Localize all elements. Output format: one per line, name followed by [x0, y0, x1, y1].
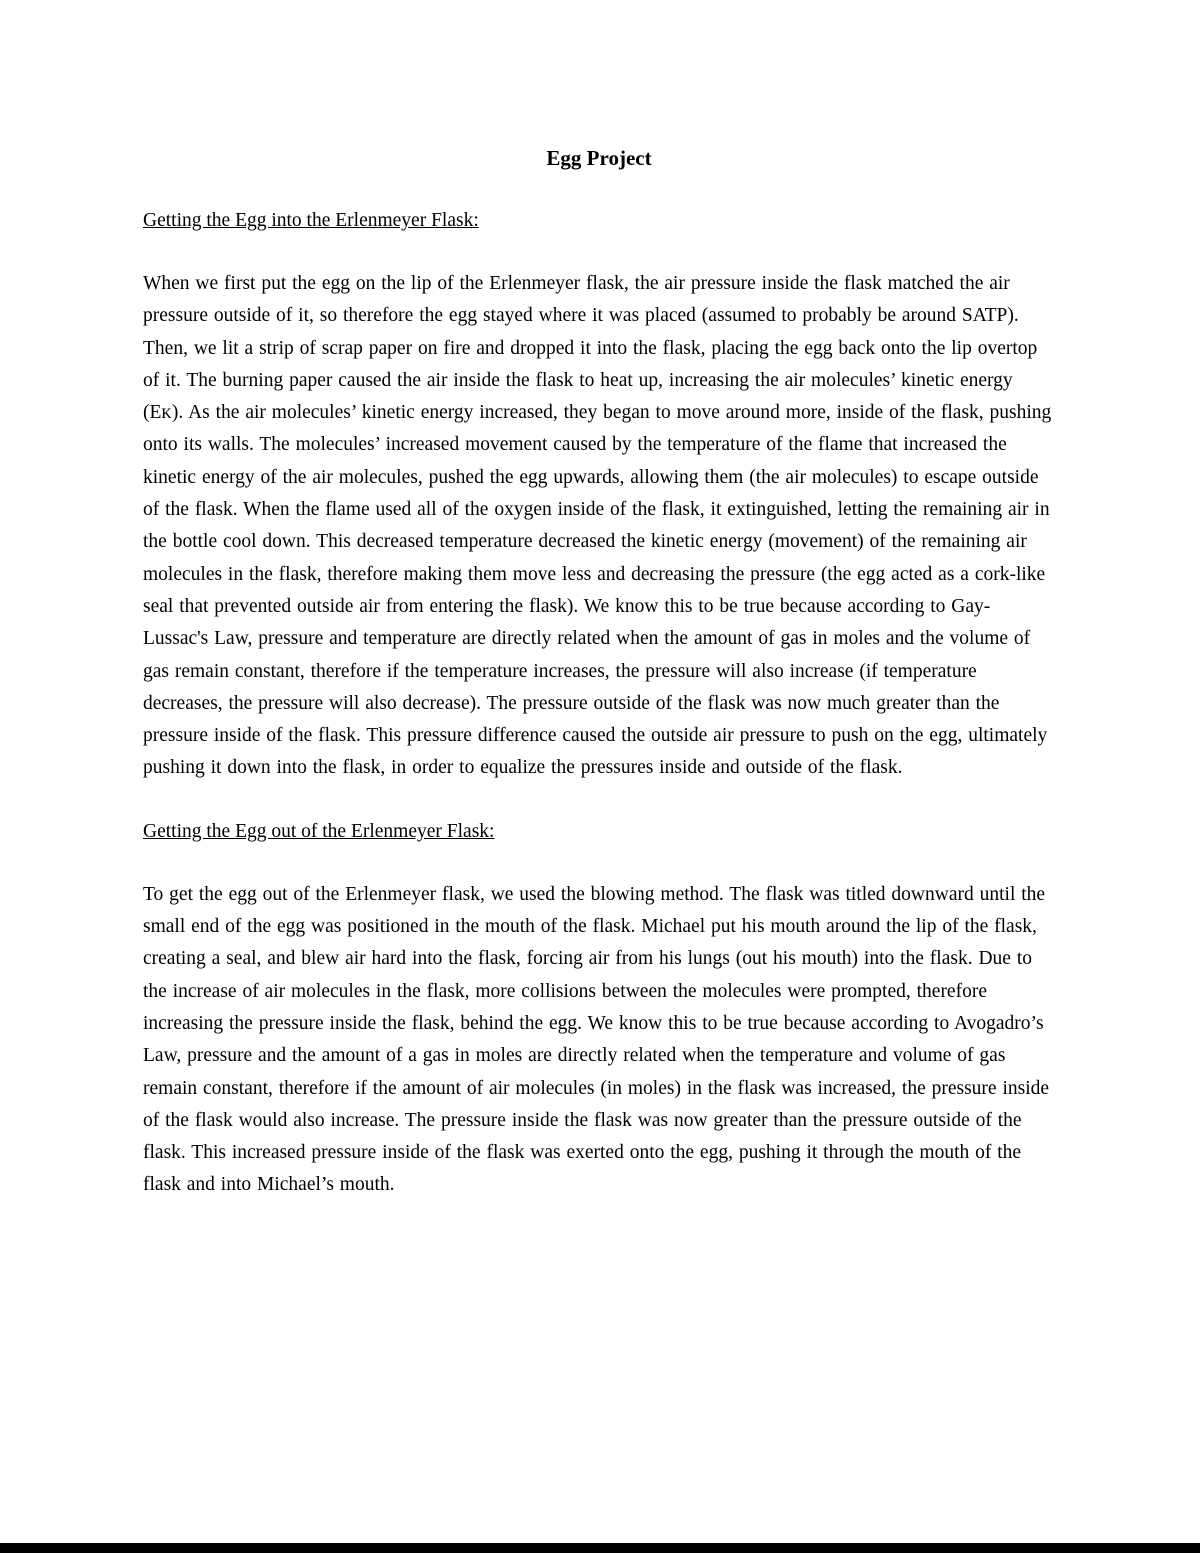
section-body-out-of-flask: To get the egg out of the Erlenmeyer flask, we used the blowing method. The flask was titled downward until the small end of the egg was positioned in the mouth of the flask. Michael put his mouth around the lip of the flask, creating a seal, and blew air hard into the flask, forcing air from his lungs (out his mouth) into the flask. Due to the increase of air molecules in the flask, more collisions between the molecules were prompted, therefore increasing the pressure inside the flask, behind the egg. We know this to be true because according to Avogadro’s Law, pressure and the amount of a gas in moles are directly related when the temperature and volume of gas remain constant, therefore if the amount of air molecules (in moles) in the flask was increased, the pressure inside of the flask would also increase. The pressure inside the flask was now greater than the pressure outside of the flask. This increased pressure inside of the flask was exerted onto the egg, pushing it through the mouth of the flask and into Michael’s mouth. [143, 883, 1050, 1196]
bottom-black-bar [0, 1543, 1200, 1553]
section-egg-out-of-flask [143, 816, 1055, 1202]
section-egg-into-flask [143, 205, 1055, 785]
section-heading-into-flask: Getting the Egg into the Erlenmeyer Flask: [143, 210, 479, 231]
document-title: Egg Project [546, 146, 652, 170]
section-heading-out-of-flask: Getting the Egg out of the Erlenmeyer Flask: [143, 820, 495, 842]
section-body-into-flask: When we first put the egg on the lip of the Erlenmeyer flask, the air pressure inside the flask matched the air pressure outside of it, so therefore the egg stayed where it was placed (assumed to probably be around SATP). Then, we lit a strip of scrap paper on fire and dropped it into the flask, placing the egg back onto the lip overtop of it. The burning paper caused the air inside the flask to heat up, increasing the air molecules’ kinetic energy (Eᴋ). As the air molecules’ kinetic energy increased, they began to move around more, inside of the flask, pushing onto its walls. The molecules’ increased movement caused by the temperature of the flame that increased the kinetic energy of the air molecules, pushed the egg upwards, allowing them (the air molecules) to escape outside of the flask. When the flame used all of the oxygen inside of the flask, it extinguished, letting the remaining air in the bottle cool down. This decreased temperature decreased the kinetic energy (movement) of the remaining air molecules in the flask, therefore making them move less and decreasing the pressure (the egg acted as a cork-like seal that prevented outside air from entering the flask). We know this to be true because according to Gay-Lussac's Law, pressure and temperature are directly related when the amount of gas in moles and the volume of gas remain constant, therefore if the temperature increases, the pressure will also increase (if temperature decreases, the pressure will also decrease). The pressure outside of the flask was now much greater than the pressure inside of the flask. This pressure difference caused the outside air pressure to push on the egg, ultimately pushing it down into the flask, in order to equalize the pressures inside and outside of the flask. [143, 273, 1052, 779]
